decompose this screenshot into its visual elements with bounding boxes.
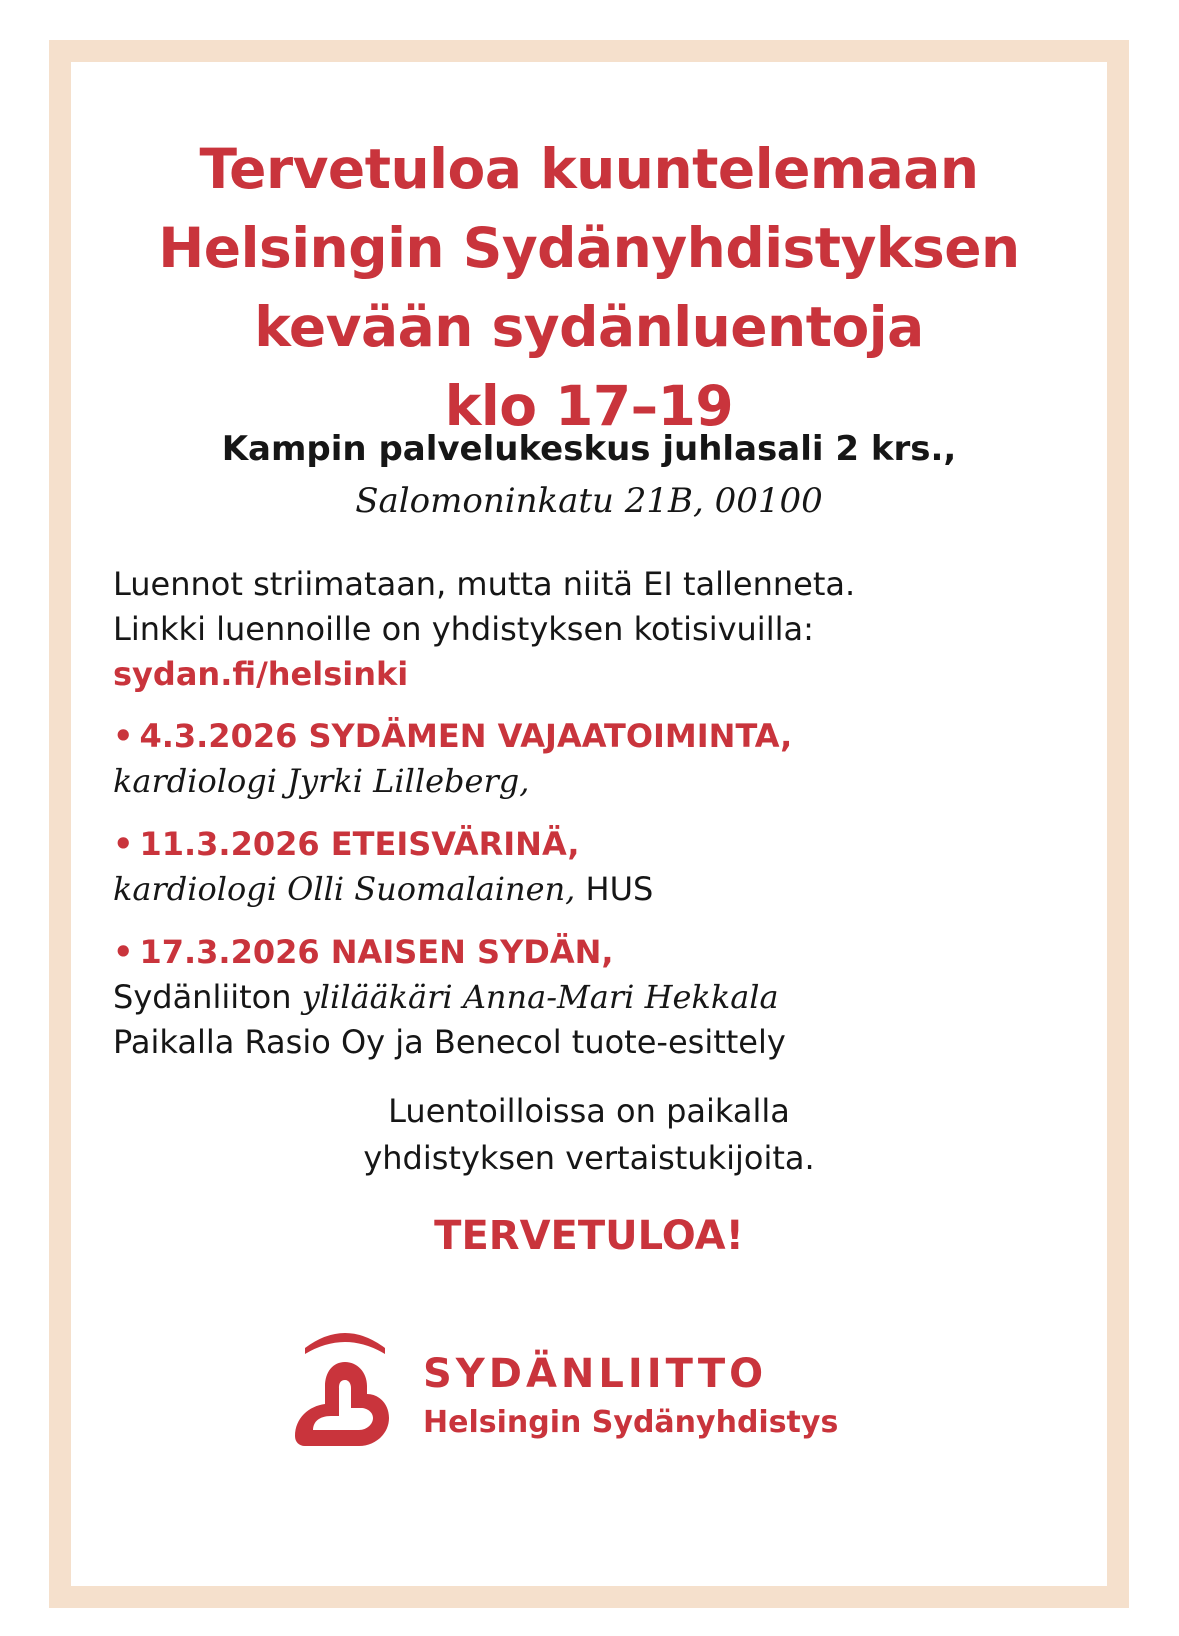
logo-organization: Helsingin Sydänyhdistys	[423, 1405, 839, 1440]
lecture-speaker-prefix: Sydänliiton	[113, 978, 292, 1016]
peer-support-line: yhdistyksen vertaistukijoita.	[363, 1139, 815, 1177]
bullet-icon: •	[113, 933, 134, 971]
stream-note: Luennot striimataan, mutta niitä EI tallenneta.	[113, 565, 856, 603]
venue-place: Kampin palvelukeskus juhlasali 2 krs.,	[221, 429, 957, 469]
lecture-item	[113, 822, 1093, 912]
lecture-speaker: ylilääkäri Anna-Mari Hekkala	[301, 978, 779, 1016]
bullet-icon: •	[113, 825, 134, 863]
title-line: Tervetuloa kuuntelemaan	[199, 137, 979, 201]
lecture-extra-note: Paikalla Rasio Oy ja Benecol tuote-esittely	[113, 1023, 786, 1061]
lecture-speaker: kardiologi Jyrki Lilleberg,	[113, 762, 530, 800]
link-note: Linkki luennoille on yhdistyksen kotisivuilla:	[113, 610, 814, 648]
welcome-text: TERVETULOA!	[434, 1213, 744, 1259]
venue-block	[71, 423, 1107, 527]
lecture-item	[113, 930, 1093, 1065]
lecture-heading	[113, 714, 1093, 759]
peer-support-note	[71, 1088, 1107, 1182]
lecture-speaker-line	[113, 867, 1093, 912]
poster-frame	[49, 40, 1129, 1608]
sydanliitto-logo	[295, 1322, 915, 1462]
lecture-title: 4.3.2026 SYDÄMEN VAJAATOIMINTA,	[139, 717, 793, 755]
lecture-heading	[113, 822, 1093, 867]
lecture-heading	[113, 930, 1093, 975]
peer-support-line: Luentoilloissa on paikalla	[388, 1092, 790, 1130]
website-link[interactable]: sydan.fi/helsinki	[113, 655, 409, 693]
lecture-speaker-line	[113, 759, 1093, 804]
lecture-item	[113, 714, 1093, 804]
lecture-affiliation: HUS	[585, 870, 654, 908]
lecture-title: 17.3.2026 NAISEN SYDÄN,	[139, 933, 614, 971]
venue-address: Salomoninkatu 21B, 00100	[355, 481, 823, 521]
bullet-icon: •	[113, 717, 134, 755]
title-line: kevään sydänluentoja	[254, 295, 924, 359]
sydanliitto-heart-logo-icon	[295, 1322, 405, 1462]
poster-title	[71, 130, 1107, 446]
logo-brand: SYDÄNLIITTO	[423, 1351, 768, 1397]
lecture-title: 11.3.2026 ETEISVÄRINÄ,	[139, 825, 580, 863]
poster-sheet	[71, 62, 1107, 1586]
title-line: Helsingin Sydänyhdistyksen	[158, 216, 1020, 280]
lecture-speaker-line	[113, 975, 1093, 1020]
lecture-speaker: kardiologi Olli Suomalainen,	[113, 870, 576, 908]
stream-info	[113, 562, 1093, 697]
title-time: klo 17–19	[444, 374, 734, 438]
